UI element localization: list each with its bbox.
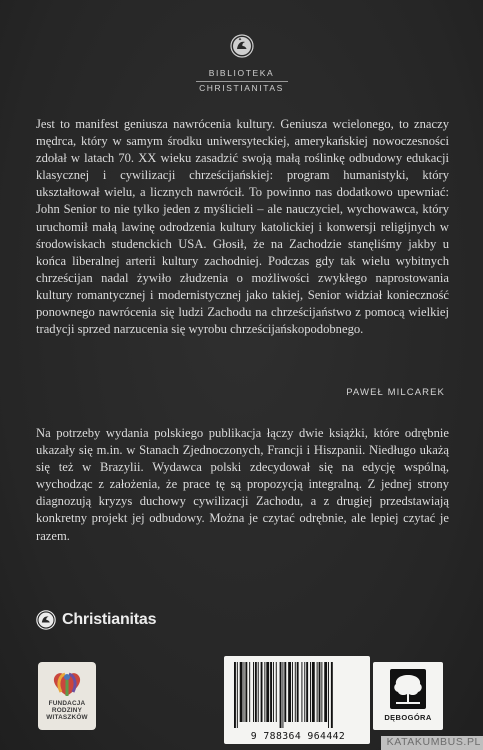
co-publisher-logo <box>373 662 443 730</box>
barcode-bar <box>240 662 243 722</box>
barcode-bar <box>295 662 296 722</box>
barcode-bar <box>270 662 272 722</box>
series-label-bottom: CHRISTIANITAS <box>199 83 284 93</box>
heart-flower-logo-icon <box>47 666 87 700</box>
co-publisher-name: DĘBOGÓRA <box>384 713 432 722</box>
christianitas-emblem-icon <box>230 34 254 58</box>
series-label-top: BIBLIOTEKA <box>208 68 275 78</box>
essay-author: PAWEŁ MILCAREK <box>346 387 445 398</box>
barcode-bar <box>249 662 250 722</box>
sponsor-logo <box>38 662 96 730</box>
barcode-bar <box>301 662 302 722</box>
essay-block <box>36 116 449 338</box>
barcode-bar <box>312 662 315 722</box>
barcode-bar <box>310 662 311 722</box>
barcode-bar <box>306 662 308 722</box>
barcode-bar <box>245 662 247 722</box>
barcode-bar <box>266 662 269 722</box>
christianitas-emblem-icon <box>36 610 56 630</box>
barcode-bar <box>234 662 236 728</box>
barcode-bar <box>317 662 318 722</box>
barcode-bar <box>261 662 263 722</box>
sponsor-line-2: RODZINY <box>51 707 83 714</box>
barcode-bar <box>331 662 333 728</box>
oak-tree-icon <box>388 667 428 711</box>
barcode-bar <box>273 662 274 722</box>
sponsor-line-3: WITASZKÓW <box>46 714 88 721</box>
sponsor-line-1: FUNDACJA <box>48 700 86 707</box>
barcode-bar <box>304 662 305 722</box>
barcode-bar <box>328 662 329 728</box>
barcode-bar <box>319 662 321 722</box>
barcode-bar <box>321 662 322 722</box>
barcode-bar <box>292 662 293 722</box>
publisher-logo <box>36 610 156 630</box>
barcode-bar <box>288 662 291 722</box>
essay-paragraph: Jest to manifest geniusza nawrócenia kultury. Geniusza wcielonego, to znaczy mędrca, który w samym środku uniwersyteckiej, amerykańskiej nowoczesności zdołał w latach 70. XX wieku zasadzić swoją małą roślinkę odbudowy edukacji klasycznej i cywilizacji chrześcijańskiej: program humanistyki, który ukształtował wielu, a licznych nawrócił. To powinno nas dodatkowo upewniać: John Senior to nie tylko jeden z myślicieli – ale nauczyciel, wychowawca, który uruchomił małą lawinę odrodzenia kultury katolickiej i konwersji religijnych w środowiskach studenckich USA. Głosił, że na Zachodzie stanęliśmy jakby u końca liberalnej arterii kultury zachodniej. Podczas gdy tak wielu wybitnych chrześcijan nadal żywiło złudzenia o możliwości zwykłego naprostowania kultury romantycznej i modernistycznej jako takiej, Senior widział konieczność ponownego nawrócenia się ludzi Zachodu na chrześcijaństwo z pomocą wielkiej tradycji sprzed narzucenia się wyrobu chrześcijańskopodobnego. <box>36 117 449 337</box>
edition-note-block <box>36 425 449 545</box>
barcode-bars <box>232 662 362 728</box>
barcode-bar <box>282 662 283 728</box>
barcode-bar <box>280 662 282 728</box>
series-logo <box>0 34 483 94</box>
barcode-bar <box>253 662 254 722</box>
barcode-bar <box>237 662 238 728</box>
barcode-bar <box>276 662 277 722</box>
barcode-bar <box>297 662 299 722</box>
series-divider <box>196 81 288 82</box>
barcode-bar <box>284 662 286 722</box>
barcode-bar <box>324 662 327 722</box>
publisher-name: Christianitas <box>62 611 157 628</box>
barcode-bar <box>244 662 245 722</box>
isbn-number: 9 788364 964442 <box>250 731 346 742</box>
isbn-barcode <box>224 656 370 744</box>
barcode-bar <box>255 662 257 722</box>
edition-note-paragraph: Na potrzeby wydania polskiego publikacja łączy dwie książki, które odrębnie ukazały się m.in. w Stanach Zjednoczonych, Francji i Hiszpanii. Niedługo ukażą się też w Brazylii. Wydawca polski zdecydował się na edycję wspólną, wychodząc z założenia, że prace tę są propozycją integralną. Z jednej strony diagnozują kryzys duchowy cywilizacji Zachodu, a z drugiej przedstawiają konkretny projekt jej odbudowy. Można je czytać odrębnie, ale lepiej czytać je razem. <box>36 426 449 543</box>
barcode-bar <box>264 662 265 722</box>
barcode-bar <box>258 662 259 722</box>
watermark: KATAKUMBUS.PL <box>381 736 483 750</box>
